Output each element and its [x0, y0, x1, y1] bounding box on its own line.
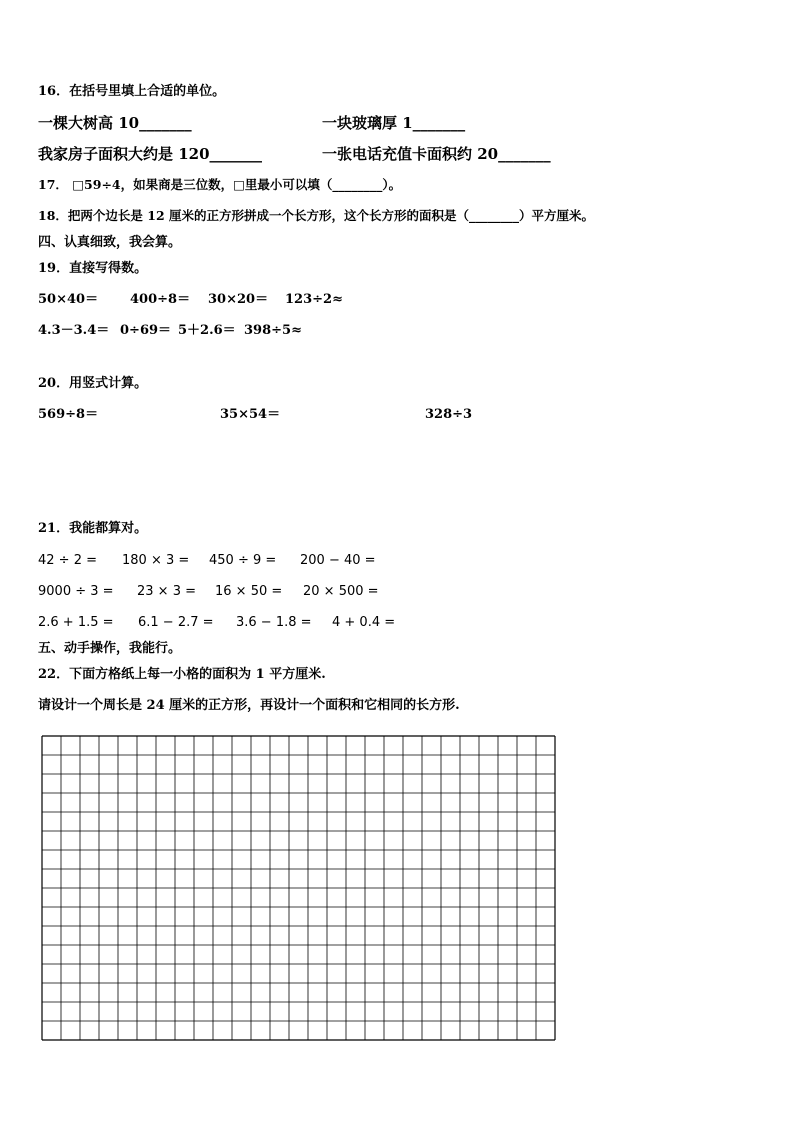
q22-title: 22．下面方格纸上每一小格的面积为 1 平方厘米.	[38, 667, 326, 682]
q19-title: 19．直接写得数。	[38, 261, 148, 276]
q16-item-glass: 一块玻璃厚 1_______	[322, 114, 466, 132]
q19-problem: 4.3－3.4＝	[38, 323, 110, 338]
q19-problem: 50×40＝	[38, 292, 99, 307]
q21-problem: 3.6 − 1.8 =	[236, 615, 312, 630]
q16-item-house: 我家房子面积大约是 120_______	[38, 145, 263, 163]
q16-title: 16．在括号里填上合适的单位。	[38, 84, 226, 99]
q19-problem: 5＋2.6＝	[178, 323, 236, 338]
q16-item-card: 一张电话充值卡面积约 20_______	[322, 145, 551, 163]
q20-problem: 35×54＝	[220, 407, 281, 422]
q21-problem: 2.6 + 1.5 =	[38, 615, 114, 630]
section-4-heading: 四、认真细致，我会算。	[38, 235, 182, 250]
q20-problem: 569÷8＝	[38, 407, 99, 422]
q21-problem: 6.1 − 2.7 =	[138, 615, 214, 630]
q19-problem: 30×20＝	[208, 292, 269, 307]
q22-instruction: 请设计一个周长是 24 厘米的正方形，再设计一个面积和它相同的长方形.	[38, 698, 460, 713]
section-5-heading: 五、动手操作，我能行。	[38, 641, 182, 656]
q17-text: 17． □59÷4，如果商是三位数，□里最小可以填（________）。	[38, 177, 402, 192]
q18-text: 18．把两个边长是 12 厘米的正方形拼成一个长方形，这个长方形的面积是（________）平方厘米。	[38, 208, 594, 223]
q21-problem: 450 ÷ 9 =	[209, 553, 277, 568]
q21-problem: 42 ÷ 2 =	[38, 553, 97, 568]
square-grid-paper[interactable]	[41, 735, 557, 1041]
q21-problem: 4 + 0.4 =	[332, 615, 396, 630]
q19-problem: 123÷2≈	[285, 292, 343, 307]
q19-problem: 400÷8＝	[130, 292, 191, 307]
q21-problem: 200 − 40 =	[300, 553, 376, 568]
q21-problem: 9000 ÷ 3 =	[38, 584, 114, 599]
q16-item-tree: 一棵大树高 10_______	[38, 114, 192, 132]
q21-problem: 23 × 3 =	[137, 584, 196, 599]
q21-problem: 180 × 3 =	[122, 553, 190, 568]
q19-problem: 398÷5≈	[244, 323, 302, 338]
q19-problem: 0÷69＝	[120, 323, 172, 338]
q20-problem: 328÷3	[425, 407, 473, 422]
q20-title: 20．用竖式计算。	[38, 376, 148, 391]
q21-problem: 16 × 50 =	[215, 584, 283, 599]
q21-title: 21．我能都算对。	[38, 521, 148, 536]
q21-problem: 20 × 500 =	[303, 584, 379, 599]
